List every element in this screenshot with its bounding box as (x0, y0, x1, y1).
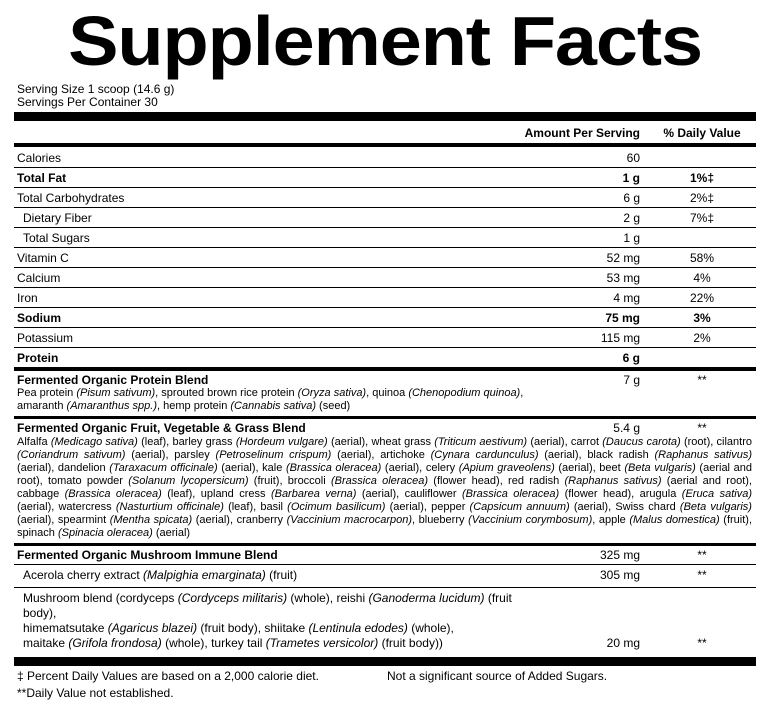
nutrient-amount: 115 mg (600, 330, 640, 345)
nutrient-amount: 1 g (622, 170, 640, 185)
nutrient-name: Total Sugars (23, 230, 90, 245)
nutrient-name: Potassium (17, 330, 74, 345)
acerola-row (14, 564, 756, 586)
nutrient-row (14, 247, 756, 267)
nutrient-daily-value: 58% (689, 250, 715, 265)
nutrient-table (14, 147, 756, 367)
mushroom-mix-row (14, 587, 756, 657)
nutrient-amount: 75 mg (605, 310, 640, 325)
acerola-label: Acerola cherry extract (Malpighia emarginata) (fruit) (23, 568, 298, 583)
amount-header: Amount Per Serving (524, 125, 640, 140)
mushroom-blend-title: Fermented Organic Mushroom Immune Blend (17, 547, 278, 562)
footnotes-2 (14, 686, 756, 703)
nutrient-daily-value: 22% (689, 290, 715, 305)
divider-thick (14, 657, 756, 666)
fruit-blend-dv: ** (697, 421, 707, 436)
footnotes (14, 666, 756, 686)
panel-title: Supplement Facts (68, 2, 702, 80)
nutrient-daily-value: 2% (693, 330, 711, 345)
nutrient-row (14, 207, 756, 227)
protein-blend (14, 371, 756, 416)
mushroom-blend-dv: ** (697, 547, 707, 562)
mushroom-mix-dv: ** (697, 636, 707, 651)
nutrient-name: Protein (17, 350, 59, 365)
mushroom-immune-blend (14, 543, 756, 564)
mushroom-mix-label: Mushroom blend (cordyceps (Cordyceps militaris) (whole), reishi (Ganoderma lucidum) (fruit body), himematsutake (Agaricus blazei) (fruit body), shiitake (Lentinula edodes) (whole), maitake (Grifola frondosa) (whole), turkey tail (Trametes versicolor) (fruit body)) (23, 590, 512, 650)
protein-blend-dv: ** (697, 373, 707, 387)
serving-size: Serving Size 1 scoop (14.6 g) (17, 82, 175, 96)
fruit-vegetable-grass-blend (14, 416, 756, 542)
fruit-blend-ingredients: Alfalfa (Medicago sativa) (leaf), barley grass (Hordeum vulgare) (aerial), wheat grass (Triticum aestivum) (aerial), carrot (Daucus carota) (root), cilantro (Coriandrum sativum) (aerial), parsley (Petroselinum crispum) (aerial), artichoke (Cynara cardunculus) (aerial), black radish (Raphanus sativus) (aerial), dandelion (Taraxacum officinale) (aerial), kale (Brassica oleracea) (aerial), celery (Apium graveolens) (aerial), beet (Beta vulgaris) (aerial and root), tomato powder (Solanum lycopersicum) (fruit), broccoli (Brassica oleracea) (flower head), red radish (Raphanus sativus) (aerial and root), cabbage (Brassica oleracea) (leaf), upland cress (Barbarea verna) (aerial), cauliflower (Brassica oleracea) (flower head), arugula (Eruca sativa) (aerial), watercress (Nasturtium officinale) (leaf), basil (Ocimum basilicum) (aerial), pepper (Capsicum annuum) (aerial), Swiss chard (Beta vulgaris) (aerial), spearmint (Mentha spicata) (aerial), cranberry (Vaccinium macrocarpon), blueberry (Vaccinium corymbosum), apple (Malus domestica) (fruit), spinach (Spinacia oleracea) (aerial) (17, 435, 753, 539)
servings-per-container: Servings Per Container 30 (17, 95, 158, 109)
nutrient-daily-value: 7%‡ (689, 210, 715, 225)
protein-blend-title: Fermented Organic Protein Blend (17, 373, 209, 387)
added-sugars-footnote: Not a significant source of Added Sugars. (387, 668, 608, 683)
nutrient-amount: 60 (626, 150, 640, 165)
nutrient-row (14, 227, 756, 247)
nutrient-amount: 53 mg (606, 270, 640, 285)
nutrient-amount: 2 g (623, 210, 640, 225)
fruit-blend-title: Fermented Organic Fruit, Vegetable & Grass Blend (17, 421, 306, 436)
mushroom-blend-amount: 325 mg (599, 547, 640, 562)
nutrient-row (14, 187, 756, 207)
nutrient-amount: 52 mg (606, 250, 640, 265)
fruit-blend-amount: 5.4 g (613, 421, 640, 436)
acerola-amount: 305 mg (599, 568, 640, 583)
divider-thick (14, 112, 756, 121)
nutrient-name: Dietary Fiber (23, 210, 92, 225)
nutrient-amount: 1 g (623, 230, 640, 245)
nutrient-daily-value: 2%‡ (689, 190, 715, 205)
daily-value-header: % Daily Value (663, 125, 741, 140)
nutrient-daily-value: 3% (693, 310, 711, 325)
column-header (14, 121, 756, 143)
nutrient-name: Sodium (17, 310, 61, 325)
nutrient-name: Iron (17, 290, 38, 305)
protein-blend-ingredients: Pea protein (Pisum sativum), sprouted brown rice protein (Oryza sativa), quinoa (Chenopodium quinoa), amaranth (Amaranthus spp.), hemp protein (Cannabis sativa) (seed) (17, 387, 524, 413)
not-established-footnote: **Daily Value not established. (17, 685, 174, 700)
nutrient-daily-value: 1%‡ (689, 170, 715, 185)
nutrient-amount: 6 g (622, 350, 640, 365)
nutrient-name: Calcium (17, 270, 61, 285)
nutrient-row (14, 307, 756, 327)
nutrient-row (14, 147, 756, 167)
protein-blend-amount: 7 g (623, 373, 640, 387)
nutrient-row (14, 267, 756, 287)
nutrient-row (14, 287, 756, 307)
dv-footnote: ‡ Percent Daily Values are based on a 2,000 calorie diet. (17, 668, 319, 683)
acerola-dv: ** (697, 568, 707, 583)
nutrient-amount: 4 mg (613, 290, 640, 305)
supplement-facts-panel (14, 0, 756, 699)
nutrient-row (14, 327, 756, 347)
nutrient-amount: 6 g (623, 190, 640, 205)
nutrient-row (14, 347, 756, 367)
nutrient-name: Vitamin C (17, 250, 69, 265)
nutrient-name: Calories (17, 150, 62, 165)
nutrient-row (14, 167, 756, 187)
nutrient-name: Total Fat (17, 170, 67, 185)
mushroom-mix-amount: 20 mg (606, 636, 640, 651)
nutrient-name: Total Carbohydrates (17, 190, 125, 205)
nutrient-daily-value: 4% (693, 270, 711, 285)
